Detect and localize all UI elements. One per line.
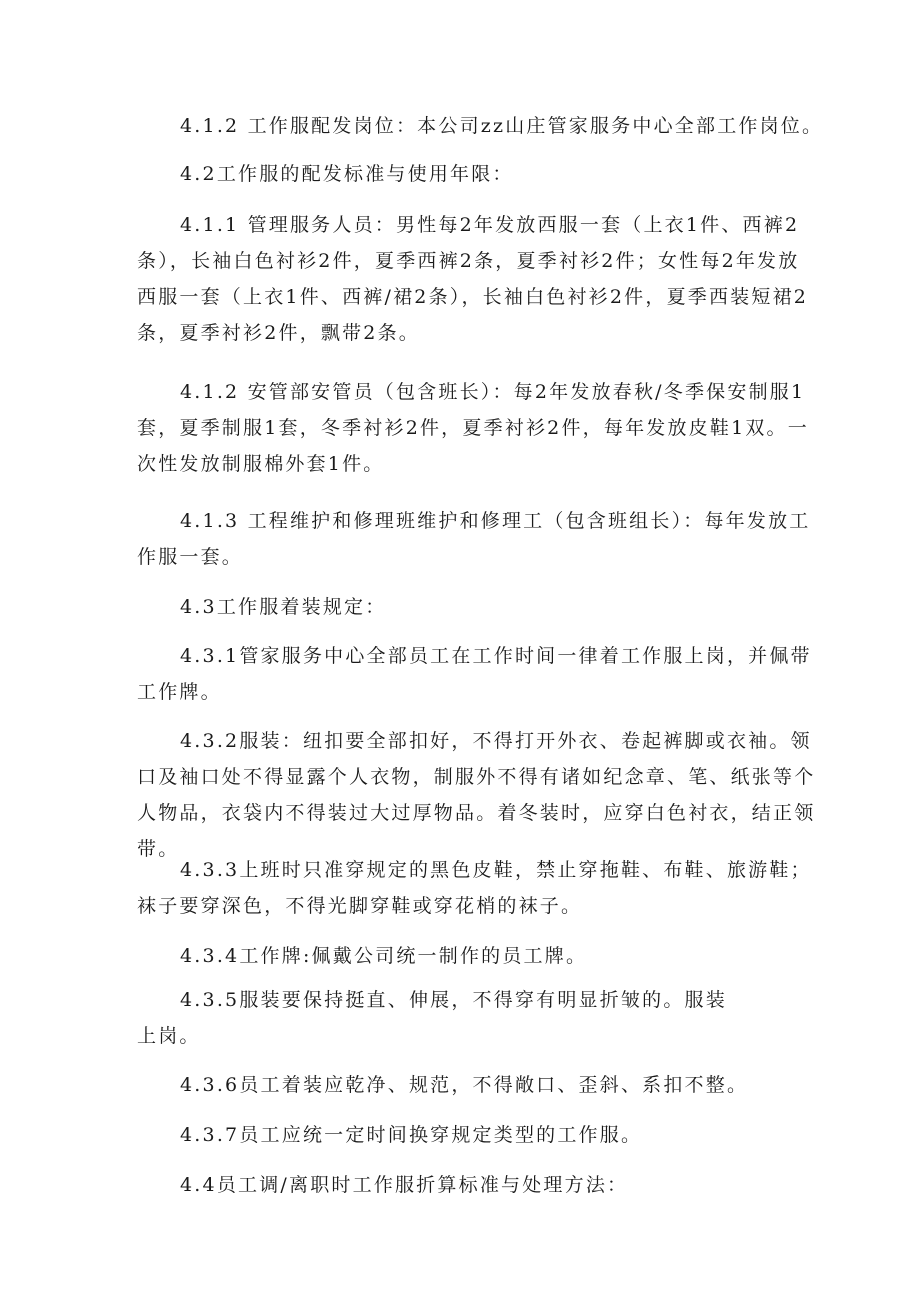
heading-4-2: 4.2工作服的配发标准与使用年限： — [180, 163, 514, 185]
paragraph-4-3-1: 4.3.1管家服务中心全部员工在工作时间一律着工作服上岗，并佩带工作牌。 — [137, 645, 812, 703]
paragraph-4-1-2-security: 4.1.2 安管部安管员（包含班长）：每2年发放春秋/冬季保安制服1套，夏季制服1套，冬季衬衫2件，夏季衬衫2件，每年发放皮鞋1双。一次性发放制服棉外套1件。 — [137, 381, 809, 475]
paragraph-4-3-5: 4.3.5服装要保持挺直、伸展，不得穿有明显折皱的。服装上岗。 — [137, 989, 727, 1047]
paragraph-4-1-1-management: 4.1.1 管理服务人员：男性每2年发放西服一套（上衣1件、西裤2条），长袖白色衬衫2件，夏季西裤2条，夏季衬衫2件；女性每2年发放西服一套（上衣1件、西裤/裙2条），长袖白色衬衫2件，夏季西装短裙2条，夏季衬衫2件，飘带2条。 — [137, 214, 809, 344]
paragraph-4-3-6: 4.3.6员工着装应乾净、规范，不得敞口、歪斜、系扣不整。 — [180, 1074, 749, 1096]
paragraph-4-3-3: 4.3.3上班时只准穿规定的黑色皮鞋，禁止穿拖鞋、布鞋、旅游鞋；袜子要穿深色，不得光脚穿鞋或穿花梢的袜子。 — [137, 859, 812, 917]
heading-4-4: 4.4员工调/离职时工作服折算标准与处理方法： — [180, 1174, 629, 1196]
paragraph-4-3-2: 4.3.2服装：纽扣要全部扣好，不得打开外衣、卷起裤脚或衣袖。领口及袖口处不得显露个人衣物，制服外不得有诸如纪念章、笔、纸张等个人物品，衣袋内不得装过大过厚物品。着冬装时，应穿白色衬衣，结正领带。 — [137, 730, 816, 860]
paragraph-4-1-3-maintenance: 4.1.3 工程维护和修理班维护和修理工（包含班组长）：每年发放工作服一套。 — [137, 510, 811, 568]
heading-4-3: 4.3工作服着装规定： — [180, 596, 387, 618]
paragraph-4-3-4: 4.3.4工作牌:佩戴公司统一制作的员工牌。 — [180, 945, 588, 967]
paragraph-4-3-7: 4.3.7员工应统一定时间换穿规定类型的工作服。 — [180, 1124, 643, 1146]
paragraph-4-1-2-posts: 4.1.2 工作服配发岗位：本公司zz山庄管家服务中心全部工作岗位。 — [180, 115, 824, 137]
